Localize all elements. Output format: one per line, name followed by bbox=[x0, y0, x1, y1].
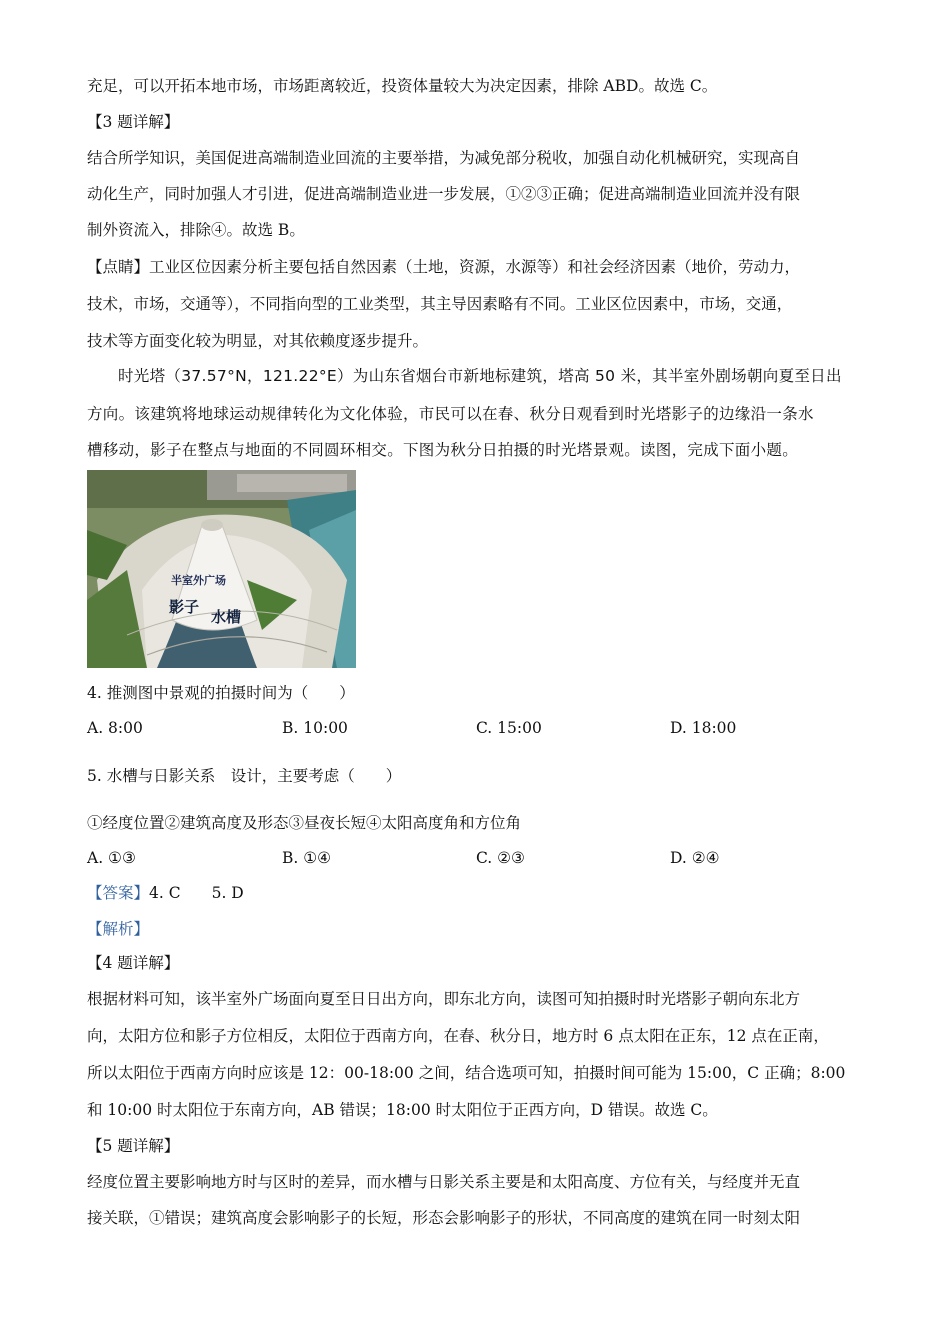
answer-label: 【答案】 bbox=[87, 884, 150, 902]
text-line: 技术等方面变化较为明显，对其依赖度逐步提升。 bbox=[87, 332, 429, 350]
q4-option-d: D. 18:00 bbox=[670, 719, 737, 737]
section-heading-q4: 【4 题详解】 bbox=[87, 954, 180, 972]
section-heading-q3: 【3 题详解】 bbox=[87, 113, 180, 131]
q5-option-d: D. ②④ bbox=[670, 849, 720, 867]
q4-option-c: C. 15:00 bbox=[476, 719, 542, 737]
plaza-label: 半室外广场 bbox=[171, 574, 226, 587]
text-line: 充足，可以开拓本地市场，市场距离较近，投资体量较大为决定因素，排除 ABD。故选 C。 bbox=[87, 77, 718, 95]
text-line: 制外资流入，排除④。故选 B。 bbox=[87, 221, 305, 239]
q5-option-b: B. ①④ bbox=[282, 849, 332, 867]
passage-line: 槽移动，影子在整点与地面的不同圆环相交。下图为秋分日拍摄的时光塔景观。读图，完成下面小题。 bbox=[87, 441, 799, 459]
q4-option-b: B. 10:00 bbox=[282, 719, 348, 737]
text-line: 经度位置主要影响地方时与区时的差异，而水槽与日影关系主要是和太阳高度、方位有关，与经度并无直 bbox=[87, 1173, 801, 1191]
question-5-stem: 5. 水槽与日影关系 设计，主要考虑（ ） bbox=[87, 767, 402, 785]
text-line: 结合所学知识，美国促进高端制造业回流的主要举措，为减免部分税收，加强自动化机械研究，实现高自 bbox=[87, 149, 801, 167]
section-heading-q5: 【5 题详解】 bbox=[87, 1137, 180, 1155]
text-line: 向，太阳方位和影子方位相反，太阳位于西南方向，在春、秋分日，地方时 6 点太阳在正东，12 点在正南， bbox=[87, 1027, 829, 1045]
shadow-label: 影子 bbox=[169, 598, 200, 616]
channel-label: 水槽 bbox=[211, 608, 242, 626]
analysis-label: 【解析】 bbox=[87, 920, 150, 938]
tower-aerial-photo bbox=[87, 470, 356, 668]
q4-option-a: A. 8:00 bbox=[87, 719, 143, 737]
passage-line: 方向。该建筑将地球运动规律转化为文化体验，市民可以在春、秋分日观看到时光塔影子的边缘沿一条水 bbox=[87, 405, 814, 423]
answer-text: 4. C 5. D bbox=[149, 884, 244, 902]
text-line: 接关联，①错误；建筑高度会影响影子的长短，形态会影响影子的形状，不同高度的建筑在同一时刻太阳 bbox=[87, 1209, 801, 1227]
q5-option-c: C. ②③ bbox=[476, 849, 525, 867]
q5-option-a: A. ①③ bbox=[87, 849, 136, 867]
answer-line bbox=[87, 883, 244, 903]
passage-line: 时光塔（37.57°N，121.22°E）为山东省烟台市新地标建筑，塔高 50 米，其半室外剧场朝向夏至日出 bbox=[118, 367, 842, 385]
question-5-items: ①经度位置②建筑高度及形态③昼夜长短④太阳高度角和方位角 bbox=[87, 814, 522, 832]
text-line: 技术，市场，交通等），不同指向型的工业类型，其主导因素略有不同。工业区位因素中，市场，交通， bbox=[87, 295, 793, 313]
text-line: 动化生产，同时加强人才引进，促进高端制造业进一步发展，①②③正确；促进高端制造业回流并没有限 bbox=[87, 185, 801, 203]
text-line: 所以太阳位于西南方向时应该是 12：00-18:00 之间，结合选项可知，拍摄时间可能为 15:00，C 正确；8:00 bbox=[87, 1064, 846, 1082]
text-line: 和 10:00 时太阳位于东南方向，AB 错误；18:00 时太阳位于正西方向，D 错误。故选 C。 bbox=[87, 1101, 718, 1119]
question-4-stem: 4. 推测图中景观的拍摄时间为（ ） bbox=[87, 684, 355, 702]
text-line: 根据材料可知，该半室外广场面向夏至日日出方向，即东北方向，读图可知拍摄时时光塔影子朝向东北方 bbox=[87, 990, 801, 1008]
text-line: 【点睛】工业区位因素分析主要包括自然因素（土地，资源，水源等）和社会经济因素（地价，劳动力， bbox=[87, 258, 801, 276]
